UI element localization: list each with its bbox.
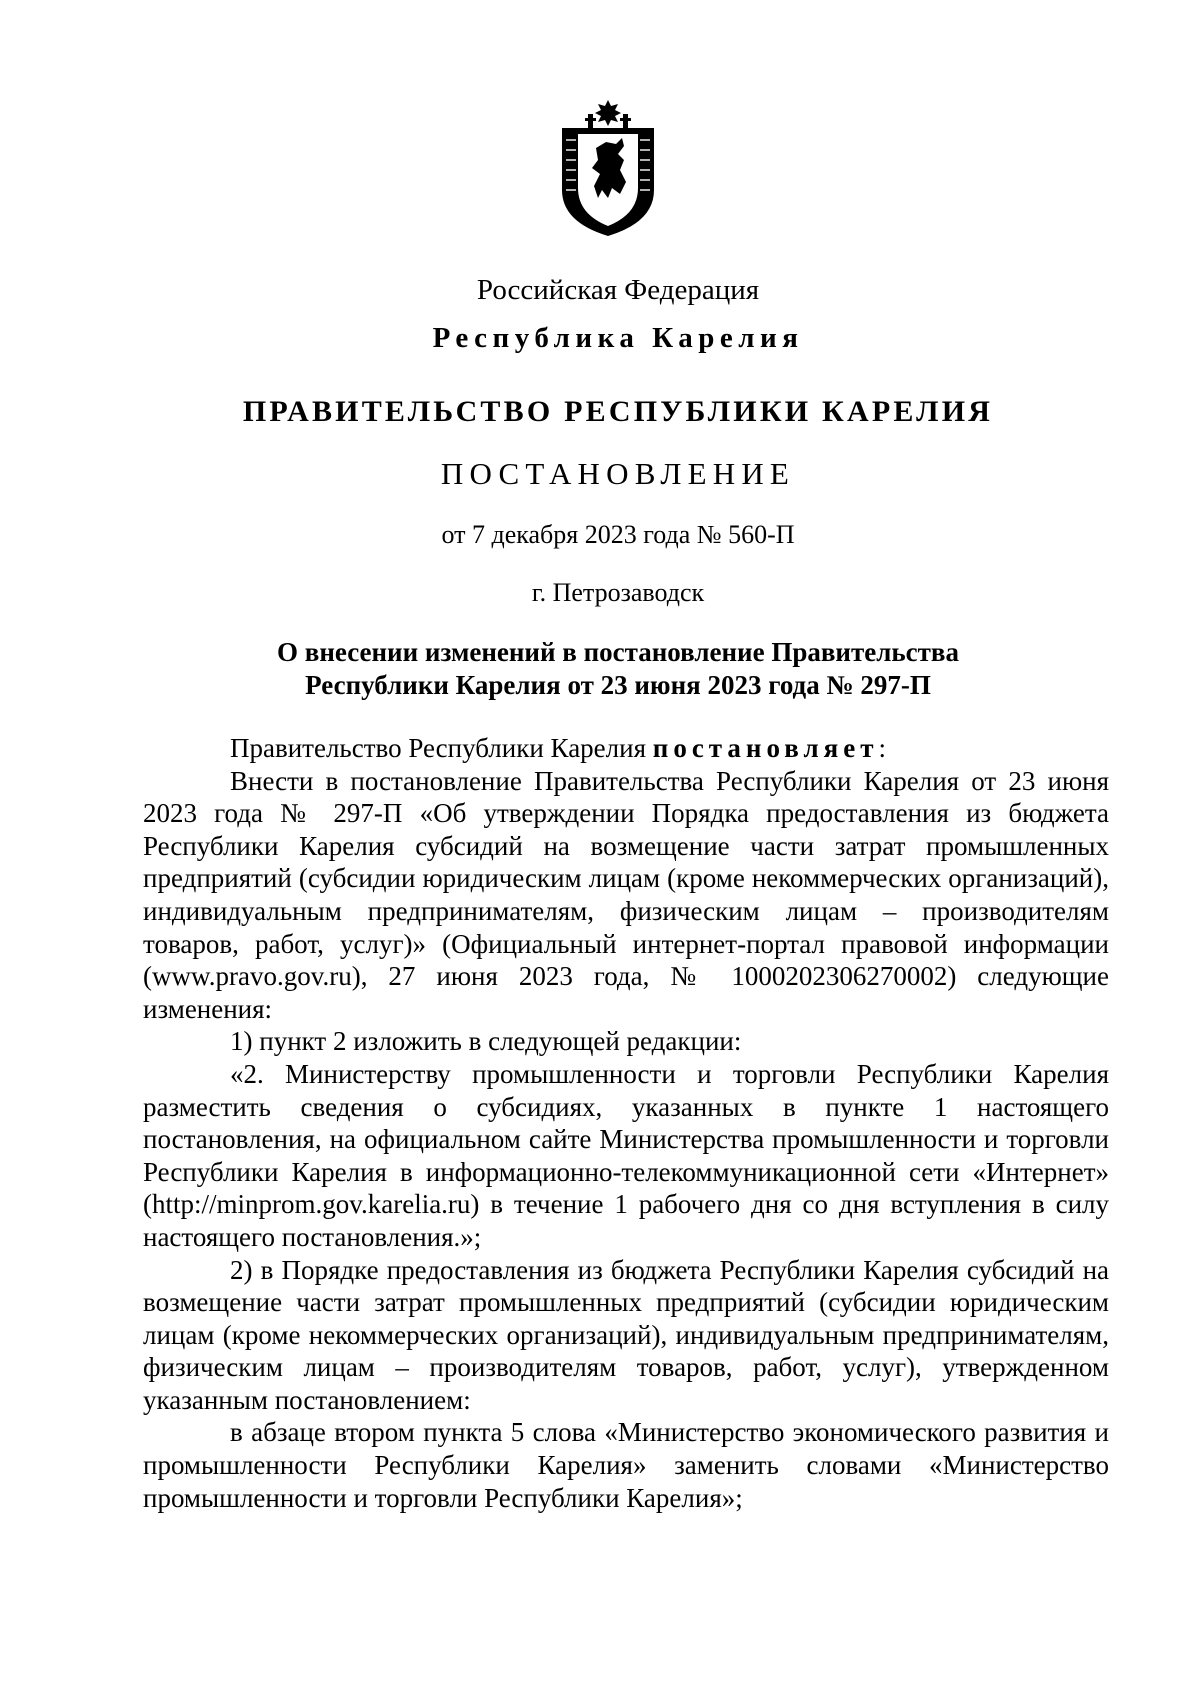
paragraph-3: «2. Министерству промышленности и торговли Республики Карелия разместить сведения о субсидиях, указанных в пункте 1 настоящего постановления, на официальном сайте Министерства промышленности и торговли Республики Карелия в информационно-телекоммуникационной сети «Интернет» (http://minprom.gov.karelia.ru) в течение 1 рабочего дня со дня вступления в силу настоящего постановления.»; (143, 1058, 1109, 1252)
paragraph-1: Внести в постановление Правительства Республики Карелия от 23 июня 2023 года № 297-П «Об утверждении Порядка предоставления из бюджета Республики Карелия субсидий на возмещение части затрат промышленных предприятий (субсидии юридическим лицам (кроме некоммерческих организаций), индивидуальным предпринимателям, физическим лицам – производителям товаров, работ, услуг)» (Официальный интернет-портал правовой информации (www.pravo.gov.ru), 27 июня 2023 года, № 1000202306270002) следующие изменения: (143, 765, 1109, 1024)
document-title-line-1: О внесении изменений в постановление Правительства (277, 637, 959, 667)
document-body (143, 732, 1109, 1514)
paragraph-5: в абзаце втором пункта 5 слова «Министерство экономического развития и промышленности Республики Карелия» заменить словами «Министерство промышленности и торговли Республики Карелия»; (143, 1417, 1109, 1513)
country-name: Российская Федерация (476, 274, 760, 306)
document-type: ПОСТАНОВЛЕНИЕ (440, 456, 796, 491)
document-date-number: от 7 декабря 2023 года № 560-П (441, 520, 795, 549)
karelia-coat-of-arms-icon (558, 98, 658, 238)
document-title-line-2: Республики Карелия от 23 июня 2023 года № 297-П (305, 670, 931, 700)
intro-paragraph (143, 732, 1109, 765)
paragraph-2: 1) пункт 2 изложить в следующей редакции: (230, 1026, 742, 1057)
republic-name: Республика Карелия (432, 322, 804, 354)
intro-suffix: : (878, 733, 887, 763)
government-name: ПРАВИТЕЛЬСТВО РЕСПУБЛИКИ КАРЕЛИЯ (242, 395, 994, 428)
intro-keyword: постановляет (652, 733, 879, 763)
document-title (0, 636, 1200, 702)
intro-prefix: Правительство Республики Карелия (230, 733, 653, 763)
document-city: г. Петрозаводск (531, 578, 705, 607)
paragraph-4: 2) в Порядке предоставления из бюджета Республики Карелия субсидий на возмещение части затрат промышленных предприятий (субсидии юридическим лицам (кроме некоммерческих организаций), индивидуальным предпринимателям, физическим лицам – производителям товаров, работ, услуг), утвержденном указанным постановлением: (143, 1254, 1109, 1415)
